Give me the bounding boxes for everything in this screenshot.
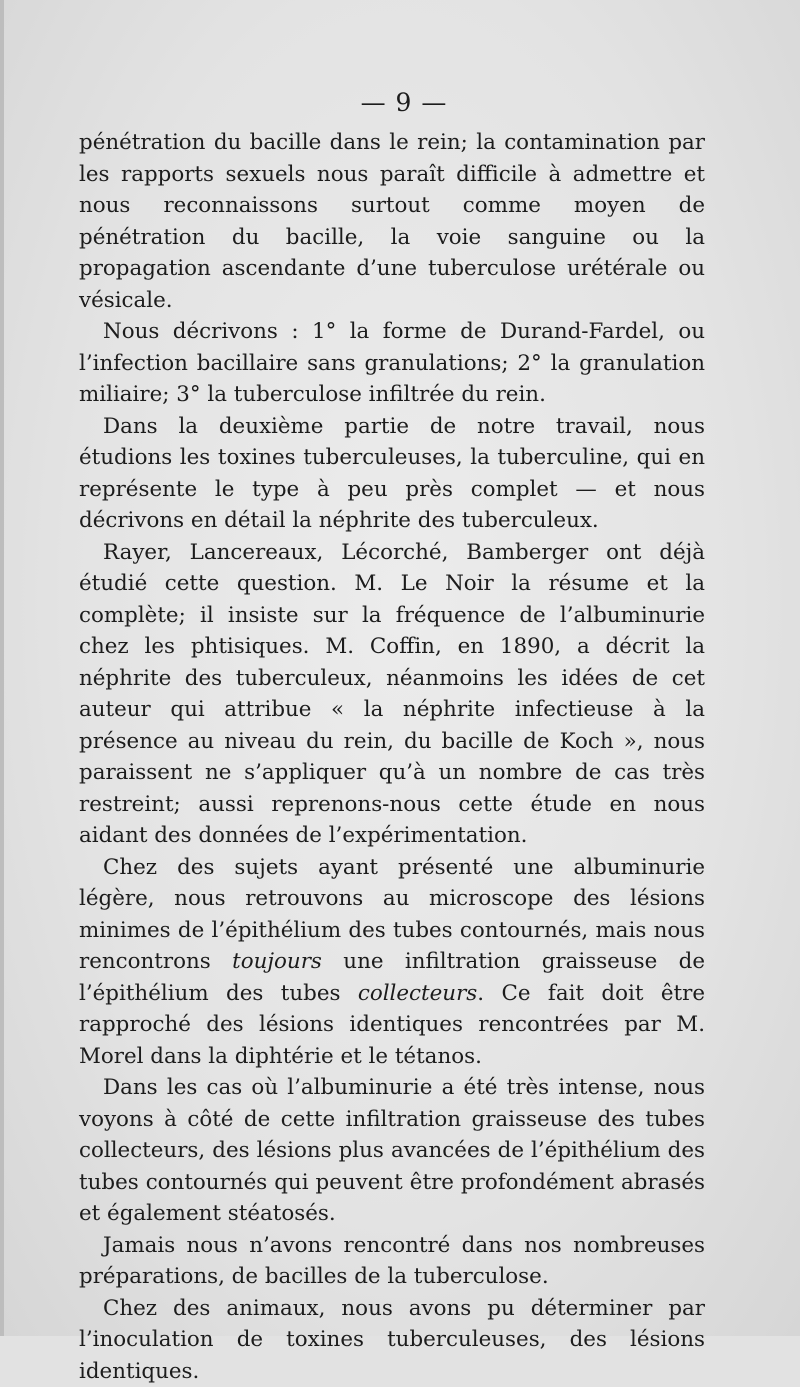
paragraph-6: Dans les cas où l’albuminurie a été très intense, nous voyons à côté de cette infiltration graisseuse des tubes collecteurs, des lésions plus avancées de l’épithélium des tubes contournés qui peuvent être profondément abrasés et également stéatosés.: [79, 1072, 705, 1230]
body-text: [79, 127, 705, 1387]
paragraph-5-text-a: Chez des sujets ayant présenté une albuminurie légère, nous retrouvons au microscope des lésions minimes de l’épithélium des tubes contournés, mais nous rencontrons: [79, 855, 705, 975]
paragraph-7: Jamais nous n’avons rencontré dans nos nombreuses préparations, de bacilles de la tuberculose.: [79, 1230, 705, 1293]
emphasis-toujours: toujours: [232, 949, 322, 974]
paragraph-5: [79, 852, 705, 1073]
page-number: — 9 —: [4, 88, 800, 117]
paragraph-5-text-c: . Ce fait doit être rapproché des lésions identiques rencontrées par M. Morel dans la diphtérie et le tétanos.: [79, 981, 705, 1069]
paragraph-8: Chez des animaux, nous avons pu déterminer par l’inoculation de toxines tuberculeuses, des lésions identiques.: [79, 1293, 705, 1387]
paragraph-4: Rayer, Lancereaux, Lécorché, Bamberger ont déjà étudié cette question. M. Le Noir la résume et la complète; il insiste sur la fréquence de l’albuminurie chez les phtisiques. M. Coffin, en 1890, a décrit la néphrite des tuberculeux, néanmoins les idées de cet auteur qui attribue « la néphrite infectieuse à la présence au niveau du rein, du bacille de Koch », nous paraissent ne s’appliquer qu’à un nombre de cas très restreint; aussi reprenons-nous cette étude en nous aidant des données de l’expérimentation.: [79, 537, 705, 852]
paragraph-5-text-b: une infiltration graisseuse de l’épithélium des tubes: [79, 949, 705, 1006]
paragraph-1: pénétration du bacille dans le rein; la contamination par les rapports sexuels nous paraît difficile à admettre et nous reconnaissons surtout comme moyen de pénétration du bacille, la voie sanguine ou la propagation ascendante d’une tuberculose urétérale ou vésicale.: [79, 127, 705, 316]
paragraph-3: Dans la deuxième partie de notre travail, nous étudions les toxines tuberculeuses, la tuberculine, qui en représente le type à peu près complet — et nous décrivons en détail la néphrite des tuberculeux.: [79, 411, 705, 537]
paragraph-2: Nous décrivons : 1° la forme de Durand-Fardel, ou l’infection bacillaire sans granulations; 2° la granulation miliaire; 3° la tuberculose infiltrée du rein.: [79, 316, 705, 411]
emphasis-collecteurs: collecteurs: [358, 981, 477, 1006]
